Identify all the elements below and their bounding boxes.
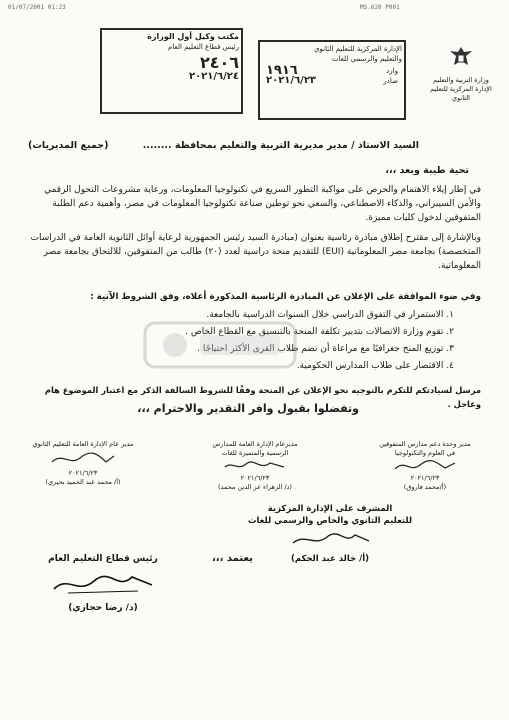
greeting: تحية طيبة وبعد ،،، [385,165,469,176]
stamp-left-date: ٢٠٢١/٦/٢٤ [188,71,239,82]
paragraph-2: وبالإشارة إلى مقترح إطلاق مبادرة رئاسية بعنوان (مبادرة السيد رئيس الجمهورية لرعاية أوائل الثانوية العامة في الدراسات المتخصصة) بجامعة مصر المعلوماتية (EUI) للتقديم منحة دراسية لعدد (٢٠) طالب من المتفوقين، للالتحاق بجامعة مصر المعلوماتية. [30,233,481,271]
closing-line: وتفضلوا بقبول وافر التقدير والاحترام ،،، [137,402,359,415]
stamp-center-line-2: والتعليم والرسمي للغات [331,55,402,63]
approval-label: يعتمد ،،، [212,553,253,564]
signature-date: ٢٠٢١/٦/٢٣ [410,474,440,482]
condition-item: ٤. الاقتصار على طلاب المدارس الحكومية. [296,361,454,371]
paragraph-1: في إطار إيلاء الاهتمام والحرص على مواكبة التطور السريع في تكنولوجيا المعلومات، ورعاية مشروعات التحول الرقمي والأمن السيبراني، والذكاء الاصطناعي، والسعي نحو توطين صناعة تكنولوجيا المعلومات في مصر، وأهمية دعم الطلبة المتفوقين لدخول كليات مميزة. [44,185,481,223]
signature-title: في العلوم والتكنولوجيا [394,449,456,457]
condition-item: ٣. توزيع المنح جغرافيًا مع مراعاة أن تضم طلاب القرى الأكثر احتياجًا . [197,344,454,354]
handwritten-signature [390,459,460,473]
signature-title: مديرعام الإدارة العامة للمدارس [212,440,298,448]
stamp-left-line-2: رئيس قطاع التعليم العام [167,43,239,51]
head-signature-block [28,553,178,615]
condition-item: ٢. تقوم وزارة الاتصالات بتدبير تكلفة المنحة بالتنسيق مع القطاع الخاص . [185,327,454,337]
signature-title: مدير وحدة دعم مدارس المتفوقين [379,440,471,448]
signature-title: الرسمية والمتميزة للغات [221,449,289,457]
signature-date: ٢٠٢١/٦/٢٣ [240,474,270,482]
supervisor-title-2: للتعليم الثانوي والخاص والرسمي للغات [247,516,413,526]
supervisor-name: (أ/ خالد عبد الحكم) [290,554,370,564]
incoming-stamp-center [258,40,406,120]
signature-name: (د/ الزهراء عز الدين محمد) [218,483,292,491]
signature-title: مدير عام الإدارة العامة للتعليم الثانوي [32,440,134,448]
signature-block-1 [370,440,480,492]
head-title: رئيس قطاع التعليم العام [48,554,158,564]
logo-line-1: وزارة التربية والتعليم [433,76,489,84]
stamp-left-line-1: مكتب وكيل أول الوزارة [147,32,239,41]
stamp-center-date: ٢٠٢١/٦/٢٣ [266,75,317,86]
watermark-logo-icon [135,315,305,375]
supervisor-block [230,503,430,565]
supervisor-title-1: المشرف على الإدارة المركزية [267,504,393,514]
condition-item: ١. الاستمرار في التفوق الدراسي خلال السنوات الدراسية بالجامعة. [206,310,454,320]
handwritten-signature [285,529,375,551]
signature-date: ٢٠٢١/٦/٢٣ [68,469,98,477]
ministry-logo [430,45,492,103]
conditions-intro: وفي ضوء الموافقة على الإعلان عن المبادرة الرئاسية المذكورة أعلاه، وفق الشروط الآتية : [90,292,481,302]
signature-name: (أ/ محمد عبد الحميد بحيري) [45,478,121,486]
head-name: (د/ رضا حجازي) [68,603,138,613]
logo-line-2: الإدارة المركزية للتعليم الثانوي [430,85,492,102]
stamp-center-number: ١٩١٦ [266,63,298,78]
eagle-emblem-icon [448,45,474,71]
handwritten-signature [220,459,290,473]
stamp-left-number: ٢٤٠٦ [199,53,239,72]
addressee-line: السيد الاستاذ / مدير مديرية التربية والتعليم بمحافظة ........ [142,140,419,151]
handwritten-signature [48,450,118,468]
fax-header-right: MS.620 P001 [360,4,400,11]
handwritten-signature [48,569,158,599]
signature-block-2 [200,440,310,492]
stamp-center-number-label: وارد [386,67,398,75]
incoming-stamp-left [100,28,243,114]
addressee-note: (جميع المديريات) [28,140,109,151]
stamp-center-date-label: صادر [383,77,398,85]
fax-header-left: 01/07/2001 01:23 [8,4,66,11]
request-line: مرسل لسيادتكم للتكرم بالتوجيه نحو الإعلان عن المنحة وفقًا للشروط السالفة الذكر مع اعتبار الموضوع هام وعاجل . [44,385,481,409]
signature-block-3 [28,440,138,487]
signature-name: (أ/محمد فاروق) [403,483,447,491]
stamp-center-line-1: الإدارة المركزية للتعليم الثانوي [314,45,402,53]
